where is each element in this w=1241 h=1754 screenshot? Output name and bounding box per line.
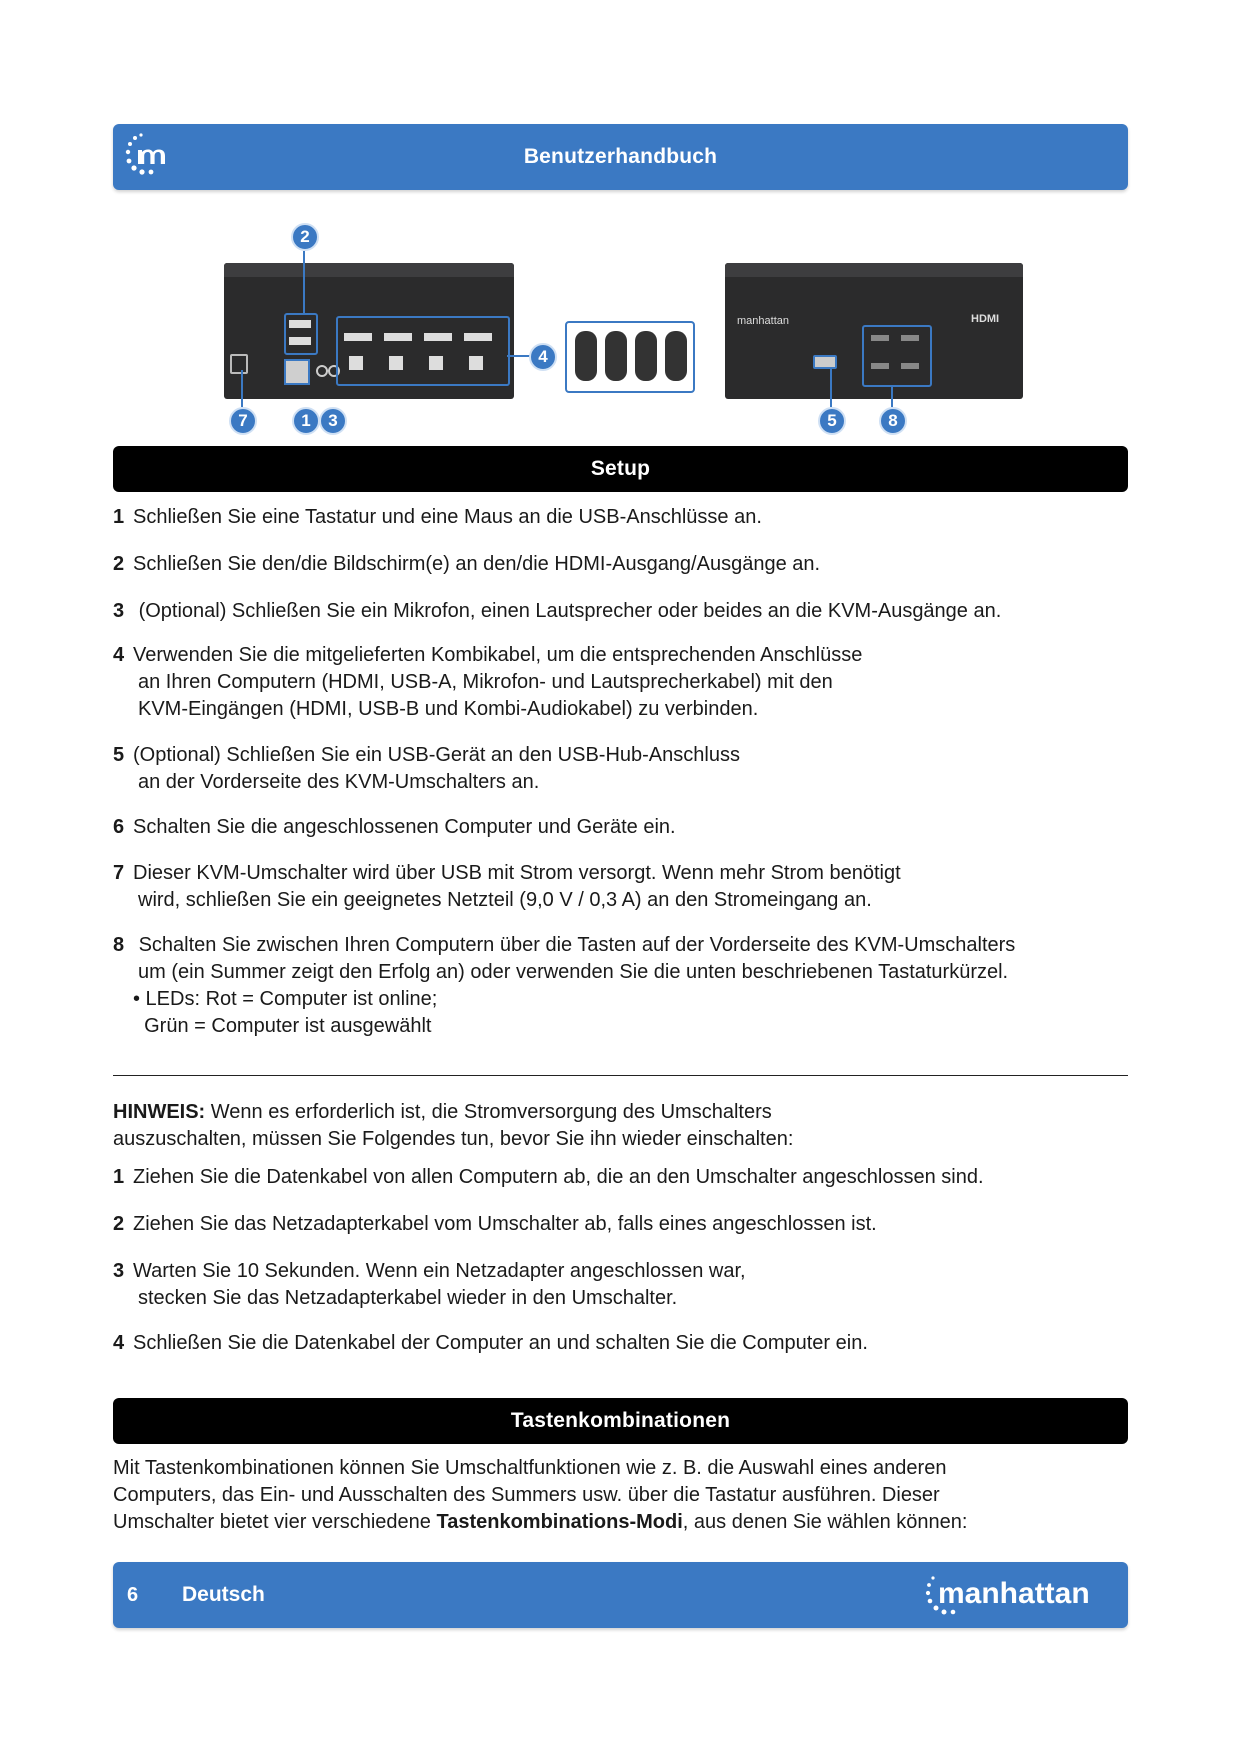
step-text: Grün = Computer ist ausgewählt	[133, 1015, 432, 1037]
step-text: Dieser KVM-Umschalter wird über USB mit Strom versorgt. Wenn mehr Strom benötigt	[133, 862, 901, 884]
step-text: Warten Sie 10 Sekunden. Wenn ein Netzadapter angeschlossen war,	[133, 1260, 746, 1282]
step-text: • LEDs: Rot = Computer ist online;	[133, 988, 438, 1010]
note-text: auszuschalten, müssen Sie Folgendes tun, bevor Sie ihn wieder einschalten:	[113, 1128, 794, 1150]
footer-language: Deutsch	[182, 1583, 265, 1606]
header-title: Benutzerhandbuch	[523, 145, 718, 168]
page-number: 6	[127, 1583, 139, 1606]
callout-1: 1	[292, 407, 320, 435]
footer-bar	[113, 1562, 1128, 1628]
note-text: Wenn es erforderlich ist, die Stromversorgung des Umschalters	[205, 1101, 772, 1123]
hotkeys-modes-term: Tastenkombinations-Modi	[436, 1511, 683, 1533]
step-number: 7	[113, 862, 125, 884]
setup-step	[113, 742, 1128, 796]
note-step	[113, 1164, 1128, 1191]
step-text: an Ihren Computern (HDMI, USB-A, Mikrofon- und Lautsprecherkabel) mit den	[138, 671, 833, 693]
hotkeys-intro	[113, 1455, 1128, 1536]
setup-heading-bar	[113, 446, 1128, 492]
step-text: Schließen Sie die Datenkabel der Computer an und schalten Sie die Computer ein.	[133, 1332, 868, 1354]
callout-2: 2	[291, 223, 319, 251]
divider	[113, 1075, 1128, 1076]
step-number: 6	[113, 816, 125, 838]
step-text: wird, schließen Sie ein geeignetes Netzteil (9,0 V / 0,3 A) an den Stromeingang an.	[138, 889, 872, 911]
callout-3: 3	[319, 407, 347, 435]
step-text: Verwenden Sie die mitgelieferten Kombikabel, um die entsprechenden Anschlüsse	[133, 644, 863, 666]
step-text: Ziehen Sie die Datenkabel von allen Computern ab, die an den Umschalter angeschlossen sind.	[133, 1166, 984, 1188]
note-block	[113, 1099, 1128, 1153]
hotkeys-text: Umschalter bietet vier verschiedene	[113, 1511, 437, 1533]
callout-5: 5	[818, 407, 846, 435]
setup-step	[113, 642, 1128, 723]
step-number: 2	[113, 1213, 125, 1235]
callout-4: 4	[529, 343, 557, 371]
step-number: 2	[113, 553, 125, 575]
step-text: (Optional) Schließen Sie ein Mikrofon, einen Lautsprecher oder beides an die KVM-Ausgänge an.	[138, 600, 1002, 622]
step-text: um (ein Summer zeigt den Erfolg an) oder verwenden Sie die unten beschriebenen Tastaturkürzel.	[138, 961, 1009, 983]
callout-7: 7	[229, 407, 257, 435]
step-text: (Optional) Schließen Sie ein USB-Gerät an den USB-Hub-Anschluss	[133, 744, 740, 766]
hotkeys-text: , aus denen Sie wählen können:	[682, 1511, 968, 1533]
rear-panel-image	[224, 263, 514, 399]
callout-8: 8	[879, 407, 907, 435]
setup-step	[113, 932, 1128, 1040]
hotkeys-text: Computers, das Ein- und Ausschalten des Summers usw. über die Tastatur ausführen. Dieser	[113, 1484, 940, 1506]
setup-heading: Setup	[590, 457, 651, 480]
step-number: 1	[113, 506, 125, 528]
setup-step	[113, 598, 1128, 625]
step-number: 5	[113, 744, 125, 766]
note-label: HINWEIS:	[113, 1101, 206, 1123]
step-text: Schließen Sie eine Tastatur und eine Maus an die USB-Anschlüsse an.	[133, 506, 762, 528]
step-text: Schalten Sie die angeschlossenen Computer und Geräte ein.	[133, 816, 676, 838]
step-text: stecken Sie das Netzadapterkabel wieder in den Umschalter.	[138, 1287, 678, 1309]
setup-step	[113, 504, 1128, 531]
step-text: an der Vorderseite des KVM-Umschalters an.	[138, 771, 540, 793]
setup-step	[113, 860, 1128, 914]
manhattan-logo-icon	[924, 1568, 1114, 1627]
step-number: 8	[113, 934, 125, 956]
combo-cables-image	[565, 321, 695, 393]
hdmi-label: HDMI	[971, 313, 1000, 325]
note-step	[113, 1258, 1128, 1312]
footer-brand-text: manhattan	[938, 1577, 1090, 1610]
step-number: 3	[113, 600, 125, 622]
front-panel-image	[725, 263, 1023, 399]
step-number: 4	[113, 1332, 125, 1354]
step-text: Schalten Sie zwischen Ihren Computern über die Tasten auf der Vorderseite des KVM-Umschalters	[138, 934, 1016, 956]
step-number: 3	[113, 1260, 125, 1282]
step-text: Ziehen Sie das Netzadapterkabel vom Umschalter ab, falls eines angeschlossen ist.	[133, 1213, 877, 1235]
hotkeys-text: Mit Tastenkombinationen können Sie Umschaltfunktionen wie z. B. die Auswahl eines anderen	[113, 1457, 947, 1479]
setup-step	[113, 814, 1128, 841]
hotkeys-heading-bar	[113, 1398, 1128, 1444]
note-step	[113, 1330, 1128, 1357]
header-bar	[113, 124, 1128, 190]
step-text: Schließen Sie den/die Bildschirm(e) an den/die HDMI-Ausgang/Ausgänge an.	[133, 553, 821, 575]
manhattan-m-logo-icon	[123, 130, 171, 189]
note-step	[113, 1211, 1128, 1238]
step-number: 4	[113, 644, 125, 666]
front-brand-label: manhattan	[737, 315, 789, 327]
setup-step	[113, 551, 1128, 578]
hotkeys-heading: Tastenkombinationen	[510, 1409, 731, 1432]
step-number: 1	[113, 1166, 125, 1188]
step-text: KVM-Eingängen (HDMI, USB-B und Kombi-Audiokabel) zu verbinden.	[138, 698, 759, 720]
